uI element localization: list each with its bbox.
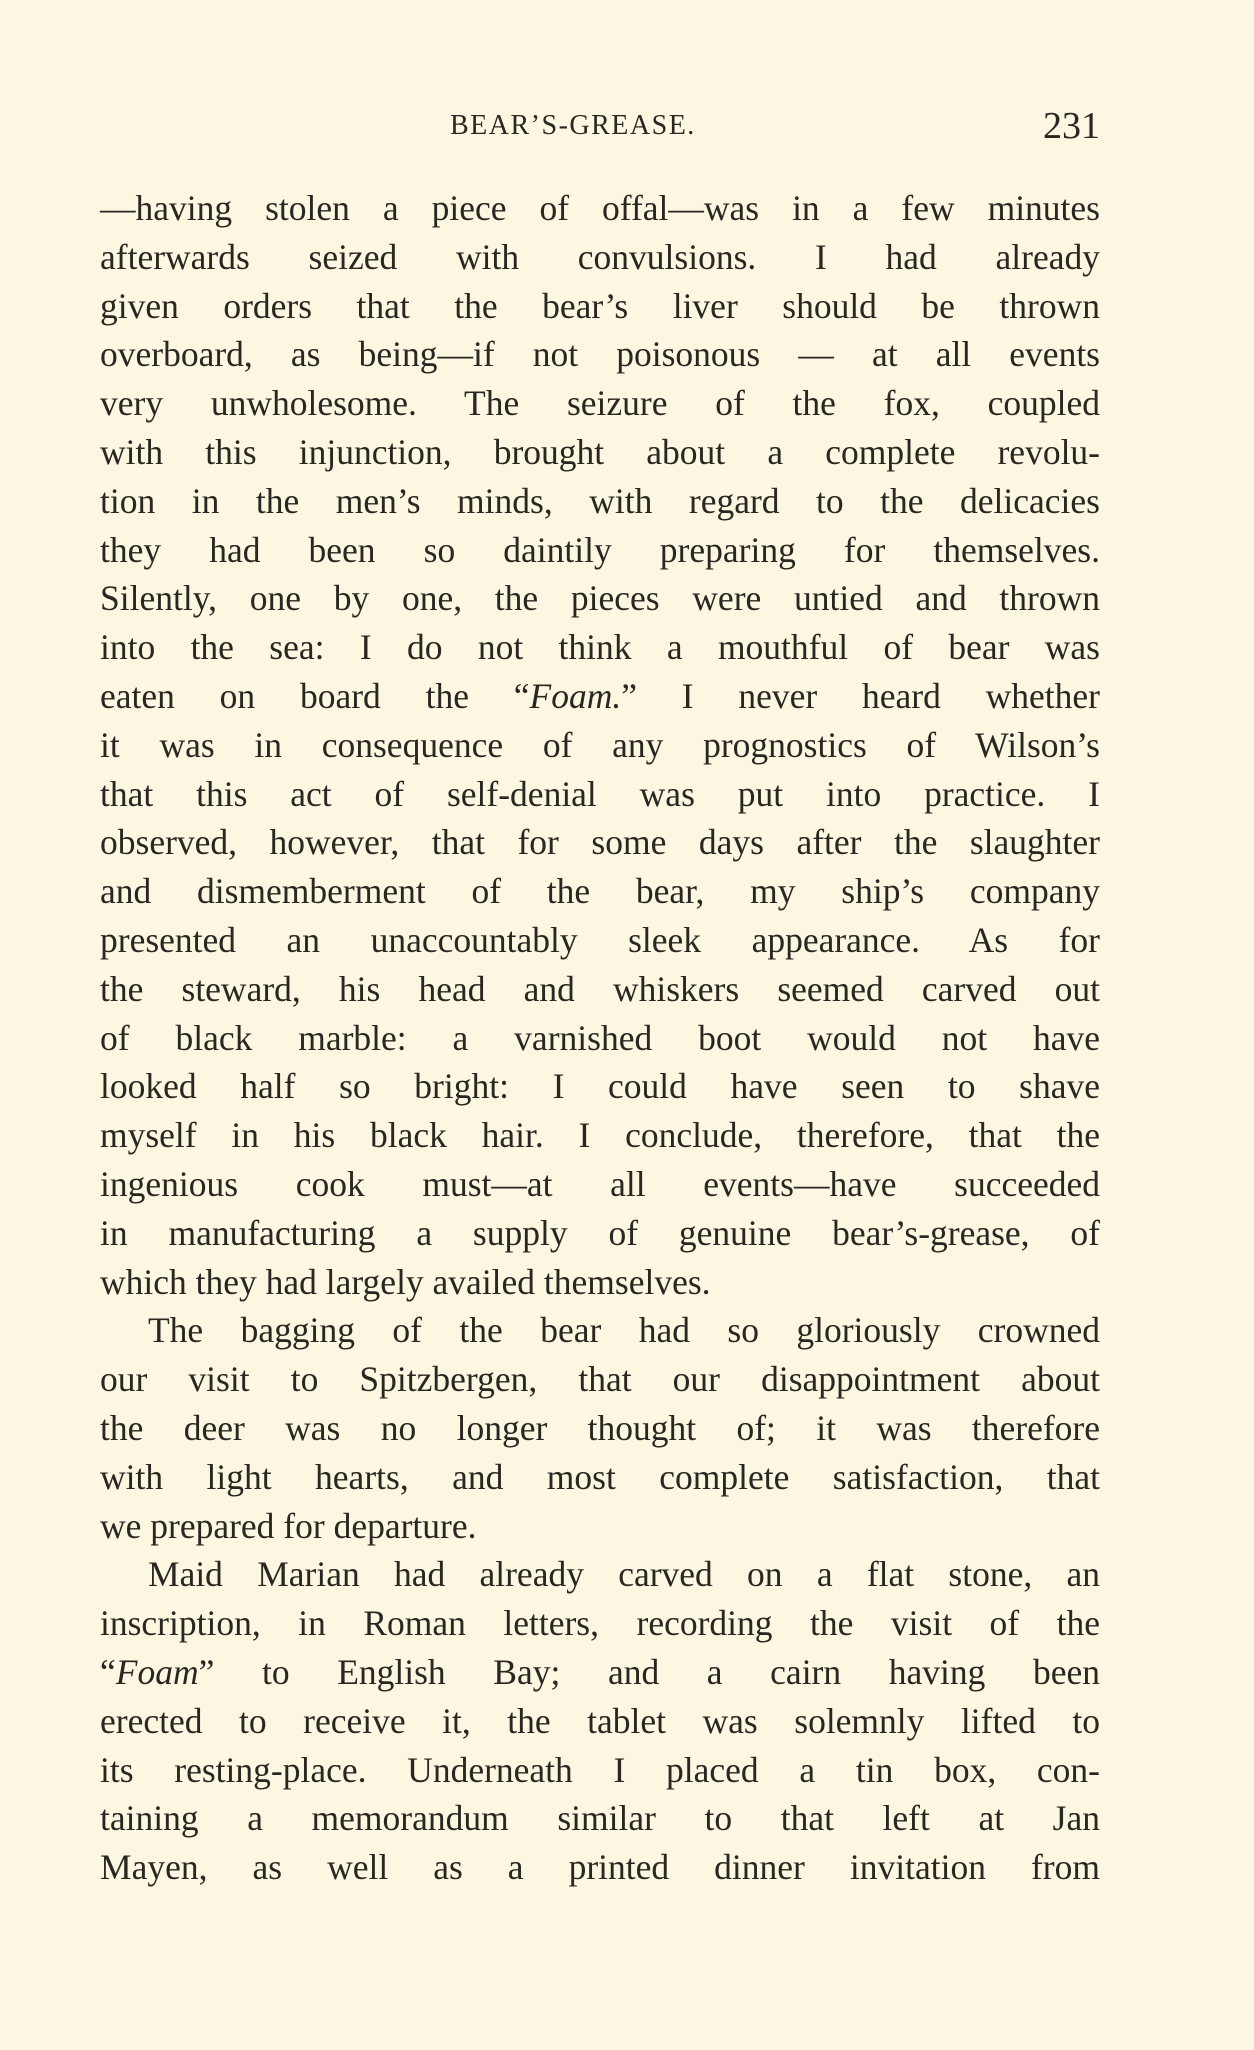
text-line: presented an unaccountably sleek appearance. As for	[100, 919, 1100, 960]
text-line: the deer was no longer thought of; it was therefore	[100, 1407, 1100, 1448]
paragraph-start-line: Maid Marian had already carved on a flat stone, an	[148, 1554, 1100, 1595]
text-line: Mayen, as well as a printed dinner invitation from	[100, 1847, 1100, 1888]
text-line: eaten on board the “Foam.” I never heard whether	[100, 675, 1100, 716]
text-line: looked half so bright: I could have seen to shave	[100, 1066, 1100, 1107]
paragraph-start-line: The bagging of the bear had so gloriously crowned	[148, 1310, 1100, 1351]
running-head	[100, 106, 1100, 154]
text-line: erected to receive it, the tablet was solemnly lifted to	[100, 1700, 1100, 1741]
paragraph-end-line: which they had largely availed themselves.	[100, 1261, 711, 1302]
text-line: inscription, in Roman letters, recording the visit of the	[100, 1603, 1100, 1644]
text-line: tion in the men’s minds, with regard to the delicacies	[100, 480, 1100, 521]
body-text	[100, 184, 1100, 1892]
text-line: given orders that the bear’s liver should be thrown	[100, 285, 1100, 326]
text-line: ingenious cook must—at all events—have succeeded	[100, 1163, 1100, 1204]
text-line: with light hearts, and most complete satisfaction, that	[100, 1456, 1100, 1497]
text-line: into the sea: I do not think a mouthful of bear was	[100, 627, 1100, 668]
text-line: with this injunction, brought about a complete revolu-	[100, 431, 1100, 472]
text-line: they had been so daintily preparing for themselves.	[100, 529, 1100, 570]
text-line: in manufacturing a supply of genuine bear’s-grease, of	[100, 1212, 1100, 1253]
text-line: afterwards seized with convulsions. I had already	[100, 236, 1100, 277]
running-title: BEAR’S-GREASE.	[450, 110, 696, 141]
text-line: taining a memorandum similar to that left at Jan	[100, 1798, 1100, 1839]
text-line: —having stolen a piece of offal—was in a few minutes	[100, 188, 1100, 228]
text-line: myself in his black hair. I conclude, therefore, that the	[100, 1115, 1100, 1156]
text-line: of black marble: a varnished boot would not have	[100, 1017, 1100, 1058]
text-line: observed, however, that for some days after the slaughter	[100, 822, 1100, 863]
text-line: the steward, his head and whiskers seemed carved out	[100, 968, 1100, 1009]
text-line: very unwholesome. The seizure of the fox, coupled	[100, 383, 1100, 424]
text-line: that this act of self-denial was put into practice. I	[100, 773, 1100, 814]
page-number: 231	[1043, 105, 1100, 147]
text-line: Silently, one by one, the pieces were untied and thrown	[100, 578, 1100, 619]
paragraph-end-line: we prepared for departure.	[100, 1505, 477, 1546]
text-line: and dismemberment of the bear, my ship’s company	[100, 871, 1100, 912]
text-line: “Foam” to English Bay; and a cairn having been	[100, 1651, 1100, 1692]
text-line: our visit to Spitzbergen, that our disappointment about	[100, 1359, 1100, 1400]
text-line: overboard, as being—if not poisonous — at all events	[100, 334, 1100, 375]
text-line: its resting-place. Underneath I placed a tin box, con-	[100, 1749, 1100, 1790]
text-line: it was in consequence of any prognostics of Wilson’s	[100, 724, 1100, 765]
